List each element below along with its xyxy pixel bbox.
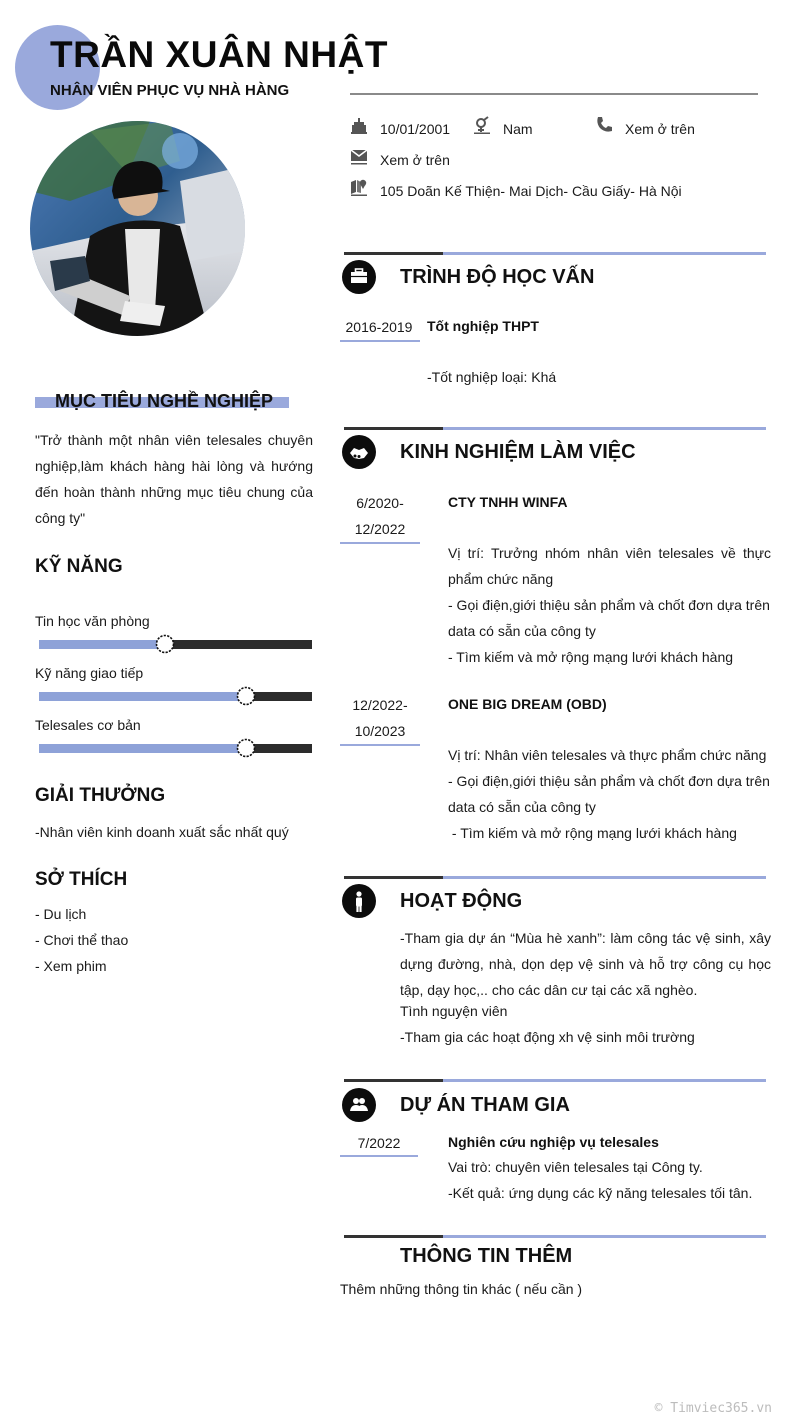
section-divider-dark [344,1235,443,1238]
skill-label: Kỹ năng giao tiếp [35,665,144,681]
experience-date-end: 12/2022 [354,521,406,537]
skill-bar [39,744,312,753]
projects-heading: DỰ ÁN THAM GIA [400,1094,570,1116]
section-divider-dark [344,1079,443,1082]
experience-date-start: 6/2020- [356,495,404,511]
section-divider-dark [344,252,443,255]
education-detail: -Tốt nghiệp loại: Khá [427,369,557,385]
skill-bar-fill [39,692,246,701]
address-value: 105 Doãn Kế Thiện- Mai Dịch- Cầu Giấy- Hà Nội [380,183,682,199]
date-underline [340,744,420,746]
email-icon [350,147,368,165]
extra-info-text: Thêm những thông tin khác ( nếu cần ) [340,1281,583,1297]
experience-task: - Gọi điện,giới thiệu sản phẩm và chốt đơn dựa trên data có sẵn của công ty [448,597,770,639]
education-date: 2016-2019 [345,319,413,335]
section-divider-accent [443,876,766,879]
avatar [30,121,245,336]
date-underline [340,340,420,342]
hobby-item: - Du lịch [35,906,87,922]
gender-value: Nam [503,121,533,137]
project-role: Vai trò: chuyên viên telesales tại Công ty. [448,1159,703,1175]
section-divider-accent [443,1079,766,1082]
experience-task: - Gọi điện,giới thiệu sản phẩm và chốt đơn dựa trên data có sẵn của công ty [448,773,770,815]
skill-bar [39,692,312,701]
experience-date-start: 12/2022- [352,697,408,713]
experience-task: - Tìm kiếm và mở rộng mạng lưới khách hàng [448,649,734,665]
handshake-icon [342,435,376,469]
section-divider-dark [344,427,443,430]
activities-role: Tình nguyện viên [400,1003,508,1019]
skill-knob-icon [235,685,257,707]
date-underline [340,1155,418,1157]
skill-knob-icon [235,737,257,759]
skill-knob-icon [154,633,176,655]
section-divider-accent [443,252,766,255]
hobby-item: - Xem phim [35,958,107,974]
extra-info-heading: THÔNG TIN THÊM [400,1245,573,1267]
education-heading: TRÌNH ĐỘ HỌC VẤN [400,266,595,288]
map-marker-icon [350,178,368,196]
experience-description: Vị trí: Trưởng nhóm nhân viên telesales về thực phẩm chức năng [448,545,771,587]
activities-text: -Tham gia dự án “Mùa hè xanh”: làm công tác vệ sinh, xây dựng đường, nhà, dọn dẹp vệ sinh và hỗ trợ công cụ học tập, dạy học,.. cho các dân cư tại các xã nghèo. [400,930,771,998]
skill-bar-fill [39,744,246,753]
skill-bar [39,640,312,649]
email-value: Xem ở trên [380,152,450,168]
activities-heading: HOẠT ĐỘNG [400,890,523,912]
briefcase-icon [342,260,376,294]
objective-heading: MỤC TIÊU NGHỀ NGHIỆP [55,391,274,411]
experience-company: CTY TNHH WINFA [448,494,568,510]
experience-heading: KINH NGHIỆM LÀM VIỆC [400,441,636,463]
skill-label: Tin học văn phòng [35,613,150,629]
section-divider-dark [344,876,443,879]
skills-heading: KỸ NĂNG [35,556,123,577]
person-icon [342,884,376,918]
skill-label: Telesales cơ bản [35,717,141,733]
section-divider-accent [443,427,766,430]
experience-date-end: 10/2023 [354,723,406,739]
birthday-value: 10/01/2001 [380,121,451,137]
awards-heading: GIẢI THƯỞNG [35,785,166,806]
skill-bar-fill [39,640,165,649]
job-title: NHÂN VIÊN PHỤC VỤ NHÀ HÀNG [50,82,290,99]
hobby-item: - Chơi thể thao [35,932,129,948]
header-divider [350,93,758,95]
avatar-photo [30,121,245,336]
section-divider-accent [443,1235,766,1238]
hobbies-heading: SỞ THÍCH [35,869,128,890]
activities-text: -Tham gia các hoạt động xh vệ sinh môi trường [400,1029,695,1045]
birthday-cake-icon [350,116,368,134]
phone-value: Xem ở trên [625,121,695,137]
experience-task: - Tìm kiếm và mở rộng mạng lưới khách hàng [448,825,737,841]
education-name: Tốt nghiệp THPT [427,318,539,334]
gender-icon [473,116,491,134]
candidate-name: TRẦN XUÂN NHẬT [50,34,388,75]
objective-text: "Trở thành một nhân viên telesales chuyên nghiệp,làm khách hàng hài lòng và hướng đến hoàn thành những mục tiêu chung của công ty" [35,432,313,526]
watermark: © Timviec365.vn [654,1401,772,1416]
phone-icon [595,116,613,134]
experience-company: ONE BIG DREAM (OBD) [448,696,607,712]
project-name: Nghiên cứu nghiệp vụ telesales [448,1134,659,1150]
awards-text: -Nhân viên kinh doanh xuất sắc nhất quý [35,824,289,840]
project-result: -Kết quả: ứng dụng các kỹ năng telesales tối tân. [448,1185,753,1201]
group-icon [342,1088,376,1122]
project-date: 7/2022 [357,1135,401,1151]
experience-description: Vị trí: Nhân viên telesales và thực phẩm chức năng [448,747,767,763]
date-underline [340,542,420,544]
